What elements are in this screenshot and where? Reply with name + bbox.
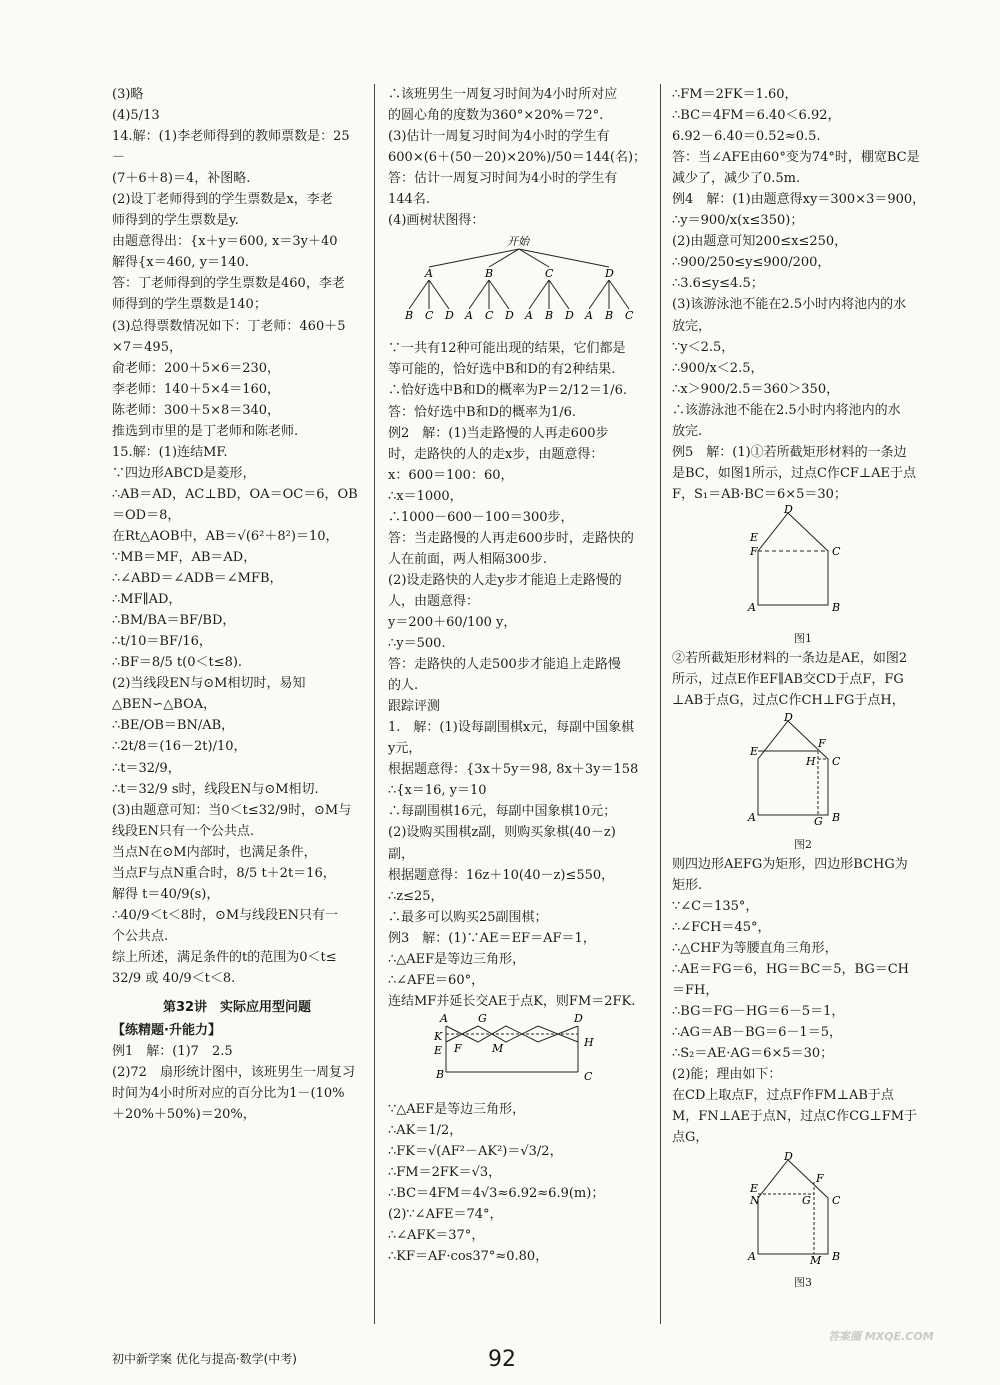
text-line: ∴△CHF为等腰直角三角形， — [672, 940, 838, 956]
tree-node: C — [545, 267, 554, 281]
text-line: y元， — [388, 741, 422, 757]
watermark-logo — [820, 1290, 990, 1380]
text-line: 根据题意得：16z＋10(40－z)≤550， — [388, 867, 615, 883]
text-line: (2)能；理由如下： — [672, 1067, 782, 1083]
text-line: 当点N在⊙M内部时，也满足条件， — [112, 844, 317, 860]
tree-branch — [549, 280, 569, 309]
text-line: ∴BC＝4FM＝6.40＜6.92， — [672, 108, 841, 124]
text-line: 答：走路快的人走500步才能追上走路慢 — [388, 657, 621, 673]
text-line: (2)由题意可知200≤x≤250， — [672, 234, 848, 250]
svg-text:C: C — [832, 754, 841, 768]
text-line: y＝200＋60/100 y， — [388, 614, 517, 630]
svg-text:G: G — [802, 1194, 811, 1208]
svg-text:B: B — [832, 810, 841, 824]
text-line: ∴AG＝AB－BG＝6－1＝5， — [672, 1025, 842, 1041]
text-line: (3)该游泳池不能在2.5小时内将池内的水 — [672, 297, 907, 313]
svg-text:K: K — [434, 1029, 443, 1043]
figure-2 — [672, 711, 934, 831]
text-line: (2)72 扇形统计图中，该班男生一周复习 — [112, 1065, 355, 1081]
text-line: ∴z≤25， — [388, 888, 444, 904]
svg-text:E: E — [750, 530, 759, 544]
text-line: ∴FM＝2FK＝1.60， — [672, 87, 798, 102]
text-line: (2)设购买围棋z副，则购买象棋(40－z) — [388, 825, 616, 841]
text-line: ∴KF＝AF·cos37°≈0.80， — [388, 1249, 549, 1265]
text-line: 时，走路快的人的走x步，由题意得： — [388, 446, 604, 462]
text-line: 放完. — [672, 423, 703, 439]
tree-leaf: C — [425, 309, 434, 323]
answer-lines — [112, 84, 362, 989]
text-line: 所示，过点E作EF∥AB交CD于点F，FG — [672, 671, 904, 687]
text-line: (2)当线段EN与⊙M相切时，易知 — [112, 676, 306, 692]
svg-text:A: A — [748, 810, 756, 824]
text-line: ∴AB＝AD，AC⊥BD，OA＝OC＝6，OB — [112, 486, 358, 502]
tree-root: 开始 — [507, 235, 529, 249]
tree-branch — [489, 280, 509, 309]
tree-branch — [429, 249, 519, 267]
text-line: ＝FH， — [672, 983, 719, 999]
text-line: (3)总得票数情况如下：丁老师：460＋5 — [112, 318, 346, 334]
text-line: 例2 解：(1)当走路慢的人再走600步 — [388, 425, 609, 441]
text-line: (2)∵∠AFE＝74°， — [388, 1207, 503, 1223]
svg-text:F: F — [816, 1172, 824, 1186]
text-line: 连结MF并延长交AE于点K，则FM＝2FK. — [388, 993, 636, 1009]
svg-text:M: M — [810, 1254, 822, 1268]
tree-branch — [529, 280, 549, 309]
text-line: 由题意得出：{x＋y＝600, x＝3y＋40 — [112, 234, 338, 250]
svg-text:B: B — [436, 1067, 445, 1081]
text-line: ∴FK＝√(AF²－AK²)＝√3/2， — [388, 1144, 563, 1160]
text-line: ∴∠AFK＝37°， — [388, 1228, 485, 1244]
text-line: 师得到的学生票数是140； — [112, 297, 267, 313]
svg-text:F: F — [818, 736, 826, 750]
text-line: ∵四边形ABCD是菱形， — [112, 465, 256, 481]
column-divider — [374, 84, 375, 1324]
svg-text:E: E — [434, 1043, 443, 1057]
text-line: (7＋6＋8)＝4，补图略. — [112, 171, 251, 187]
text-line: ∴AK＝1/2， — [388, 1122, 463, 1138]
zigzag-figure — [388, 1012, 650, 1092]
tree-leaf: A — [585, 309, 593, 323]
svg-text:G: G — [814, 814, 823, 828]
text-line: 时间为4小时所对应的百分比为1－(10% — [112, 1086, 345, 1102]
text-line: ∴∠FCH＝45°， — [672, 919, 771, 935]
text-line: ∵一共有12种可能出现的结果，它们都是 — [388, 341, 626, 357]
svg-text:D: D — [784, 710, 793, 724]
text-line: ＋20%＋50%)＝20%， — [112, 1107, 256, 1123]
text-line: 跟踪评测 — [388, 699, 441, 715]
svg-text:C: C — [584, 1069, 593, 1083]
text-line: ∵MB＝MF，AB＝AD， — [112, 550, 257, 566]
svg-text:F: F — [750, 544, 758, 558]
text-line: ∴AE＝FG＝6，HG＝BC＝5，BG＝CH — [672, 962, 910, 978]
answer-lines — [112, 1041, 362, 1125]
text-line: (3)略 — [112, 87, 144, 102]
text-line: F，S₁＝AB·BC＝6×5＝30； — [672, 486, 847, 502]
figure-3-caption: 图3 — [794, 1275, 812, 1289]
text-line: x：600＝100：60， — [388, 467, 514, 483]
figure-1 — [672, 505, 934, 625]
tree-leaf: D — [505, 309, 514, 323]
tree-branch — [609, 280, 629, 309]
text-line: 答：当∠AFE由60°变为74°时，棚宽BC是 — [672, 150, 920, 166]
text-line: 师得到的学生票数是y. — [112, 213, 239, 229]
text-line: 陈老师：300＋5×8＝340， — [112, 402, 281, 418]
text-line: 例3 解：(1)∵AE＝EF＝AF＝1， — [388, 930, 596, 946]
text-line: 的圆心角的度数为360°×20%＝72°. — [388, 108, 604, 124]
text-line: ∴BG＝FG－HG＝6－5＝1， — [672, 1004, 845, 1020]
text-line: 例4 解：(1)由题意得xy＝300×3＝900， — [672, 192, 926, 208]
text-line: 解得{x＝460, y＝140. — [112, 255, 249, 271]
column-divider — [660, 84, 661, 1324]
text-line: ②若所截矩形材料的一条边是AE，如图2 — [672, 650, 908, 666]
text-line: ∴BM/BA＝BF/BD， — [112, 613, 236, 629]
text-line: ∴S₂＝AE·AG＝6×5＝30； — [672, 1046, 834, 1062]
svg-text:A: A — [748, 600, 756, 614]
text-line: 6.92－6.40＝0.52≈0.5. — [672, 129, 821, 145]
text-line: 矩形. — [672, 877, 703, 893]
text-line: 当点F与点N重合时，8/5 t＋2t＝16， — [112, 865, 336, 881]
text-line: 综上所述，满足条件的t的范围为0＜t≤ — [112, 949, 337, 965]
text-line: ＝OD＝8， — [112, 507, 181, 523]
text-line: ∴△AEF是等边三角形， — [388, 951, 526, 967]
text-line: ∵y＜2.5， — [672, 339, 735, 355]
column-right — [672, 84, 934, 1291]
text-line: (2)设走路快的人走y步才能追上走路慢的 — [388, 572, 622, 588]
text-line: (2)设丁老师得到的学生票数是x，李老 — [112, 192, 333, 208]
text-line: 点G， — [672, 1130, 709, 1146]
text-line: ∴x＝1000， — [388, 488, 463, 504]
svg-text:B: B — [832, 600, 841, 614]
text-line: ∴该班男生一周复习时间为4小时所对应 — [388, 87, 618, 102]
text-line: (3)由题意可知：当0＜t≤32/9时，⊙M与 — [112, 802, 352, 818]
text-line: 是BC，如图1所示，过点C作CF⊥AE于点 — [672, 465, 917, 481]
text-line: 的人. — [388, 678, 419, 694]
watermark-text: 答案圈 MXQE.COM — [828, 1330, 934, 1343]
text-line: ∴{x＝16, y＝10 — [388, 783, 487, 799]
text-line: ∵△AEF是等边三角形， — [388, 1101, 526, 1117]
text-line: ∴BF＝8/5 t(0＜t≤8). — [112, 655, 243, 671]
svg-text:H: H — [584, 1035, 594, 1049]
svg-text:A: A — [748, 1250, 756, 1264]
text-line: 例1 解：(1)7 2.5 — [112, 1044, 233, 1060]
text-line: 600×(6＋(50－20)×20%)/50＝144(名)； — [388, 150, 647, 166]
text-line: 15.解：(1)连结MF. — [112, 444, 228, 460]
text-line: 14.解：(1)李老师得到的教师票数是：25－ — [112, 129, 350, 166]
tree-branch — [409, 280, 429, 309]
svg-text:N: N — [750, 1194, 760, 1208]
svg-text:A: A — [440, 1011, 448, 1025]
column-left — [112, 84, 362, 1125]
svg-text:C: C — [832, 544, 841, 558]
answer-lines — [672, 854, 934, 1149]
text-line: ∴t＝32/9 s时，线段EN与⊙M相切. — [112, 781, 319, 797]
answer-lines — [672, 648, 934, 711]
book-title-footer: 初中新学案 优化与提高·数学(中考) — [112, 1352, 297, 1366]
text-line: ⊥AB于点G，过点C作CH⊥FG于点H， — [672, 692, 905, 708]
tree-leaf: A — [525, 309, 533, 323]
text-line: (3)估计一周复习时间为4小时的学生有 — [388, 129, 610, 145]
page-number: 92 — [488, 1347, 516, 1372]
text-line: 人在前面，两人相隔300步. — [388, 551, 547, 567]
svg-text:F: F — [454, 1041, 462, 1055]
text-line: ∴∠AFE＝60°， — [388, 972, 485, 988]
text-line: 则四边形AEFG为矩形，四边形BCHG为 — [672, 856, 908, 872]
text-line: 答：估计一周复习时间为4小时的学生有 — [388, 171, 618, 187]
text-line: ∴y＝900/x(x≤350)； — [672, 213, 804, 229]
svg-text:D: D — [784, 504, 793, 516]
text-line: ∴BC＝4FM＝4√3≈6.92≈6.9(m)； — [388, 1186, 605, 1202]
text-line: 推选到市里的是丁老师和陈老师. — [112, 423, 299, 439]
tree-node: D — [605, 267, 614, 281]
text-line: 答：恰好选中B和D的概率为1/6. — [388, 404, 577, 420]
tree-leaf: B — [405, 309, 414, 323]
figure-3 — [672, 1148, 934, 1268]
text-line: 根据题意得：{3x＋5y＝98, 8x＋3y＝158 — [388, 762, 639, 778]
text-line: ∴FM＝2FK＝√3， — [388, 1165, 502, 1181]
svg-text:E: E — [750, 744, 759, 758]
svg-text:E: E — [750, 1182, 759, 1196]
text-line: ∴40/9＜t＜8时，⊙M与线段EN只有一 — [112, 907, 339, 923]
svg-text:B: B — [832, 1250, 841, 1264]
text-line: 俞老师：200＋5×6＝230， — [112, 360, 281, 376]
figure-2-caption: 图2 — [794, 837, 812, 851]
tree-diagram — [388, 231, 650, 331]
text-line: ∴该游泳池不能在2.5小时内将池内的水 — [672, 402, 901, 418]
text-line: 答：丁老师得到的学生票数是460，李老 — [112, 276, 345, 292]
text-line: ∴x＞900/2.5＝360＞350， — [672, 381, 840, 397]
text-line: ∴每副围棋16元，每副中国象棋10元； — [388, 804, 617, 820]
tree-leaf: B — [545, 309, 554, 323]
tree-leaf: C — [485, 309, 494, 323]
text-line: ∴BE/OB＝BN/AB， — [112, 718, 235, 734]
text-line: 线段EN只有一个公共点. — [112, 823, 254, 839]
text-line: 1. 解：(1)设每副围棋x元，每副中国象棋 — [388, 720, 635, 736]
tree-leaf: C — [625, 309, 634, 323]
svg-text:D: D — [574, 1011, 583, 1025]
answer-lines — [388, 1099, 650, 1267]
text-line: 32/9 或 40/9＜t＜8. — [112, 970, 236, 986]
answer-lines — [672, 84, 934, 505]
figure-1-caption: 图1 — [794, 631, 812, 645]
text-line: 放完， — [672, 318, 712, 334]
text-line: ∴900/x＜2.5， — [672, 360, 764, 376]
text-line: 在Rt△AOB中，AB＝√(6²＋8²)＝10， — [112, 528, 339, 544]
text-line: ∴y＝500. — [388, 636, 446, 652]
tree-branch — [519, 249, 609, 267]
text-line: (4)画树状图得： — [388, 213, 485, 229]
text-line: 144名. — [388, 192, 430, 208]
text-line: ∴∠ABD＝∠ADB＝∠MFB， — [112, 571, 283, 587]
svg-text:D: D — [784, 1150, 793, 1164]
answer-lines — [388, 84, 650, 231]
svg-text:M: M — [492, 1041, 504, 1055]
text-line: ∴t/10＝BF/16， — [112, 634, 212, 650]
text-line: ∴2t/8＝(16－2t)/10， — [112, 739, 247, 755]
tree-node: B — [485, 267, 494, 281]
tree-leaf: B — [605, 309, 614, 323]
svg-text:H: H — [806, 754, 816, 768]
column-middle — [388, 84, 650, 1267]
text-line: 个公共点. — [112, 928, 169, 944]
tree-leaf: D — [565, 309, 574, 323]
tree-leaf: A — [465, 309, 473, 323]
tree-branch — [429, 280, 449, 309]
text-line: ∴最多可以购买25副围棋； — [388, 909, 548, 925]
text-line: 副， — [388, 846, 415, 862]
text-line: ∵∠C＝135°， — [672, 898, 759, 914]
text-line: ∴900/250≤y≤900/200， — [672, 255, 831, 271]
text-line: ∴1000－600－100＝300步， — [388, 509, 574, 525]
tree-node: A — [425, 267, 433, 281]
section-title: 第32讲 实际应用型问题 — [162, 1000, 312, 1016]
tree-branch — [589, 280, 609, 309]
tree-leaf: D — [445, 309, 454, 323]
text-line: ∴t＝32/9， — [112, 760, 181, 776]
text-line: 在CD上取点F，过点F作FM⊥AB于点 — [672, 1088, 894, 1104]
text-line: △BEN∽△BOA， — [112, 697, 217, 713]
tree-branch — [469, 280, 489, 309]
text-line: (4)5/13 — [112, 108, 160, 124]
svg-text:G: G — [478, 1011, 487, 1025]
text-line: ×7＝495， — [112, 339, 182, 355]
text-line: ∴3.6≤y≤4.5； — [672, 276, 764, 292]
svg-text:C: C — [832, 1194, 841, 1208]
text-line: 人，由题意得： — [388, 593, 480, 609]
text-line: 等可能的，恰好选中B和D的有2种结果. — [388, 362, 616, 378]
answer-lines — [388, 338, 650, 1012]
text-line: ∴MF∥AD， — [112, 592, 182, 608]
text-line: 解得 t＝40/9(s)， — [112, 886, 220, 902]
text-line: M，FN⊥AE于点N，过点C作CG⊥FM于 — [672, 1109, 918, 1125]
practice-title: 【练精题·升能力】 — [112, 1023, 221, 1039]
text-line: 答：当走路慢的人再走600步时，走路快的 — [388, 530, 634, 546]
text-line: 减少了，减少了0.5m. — [672, 171, 801, 187]
text-line: ∴恰好选中B和D的概率为P＝2/12＝1/6. — [388, 383, 627, 399]
text-line: 例5 解：(1)①若所截矩形材料的一条边 — [672, 444, 907, 460]
text-line: 李老师：140＋5×4＝160， — [112, 381, 281, 397]
